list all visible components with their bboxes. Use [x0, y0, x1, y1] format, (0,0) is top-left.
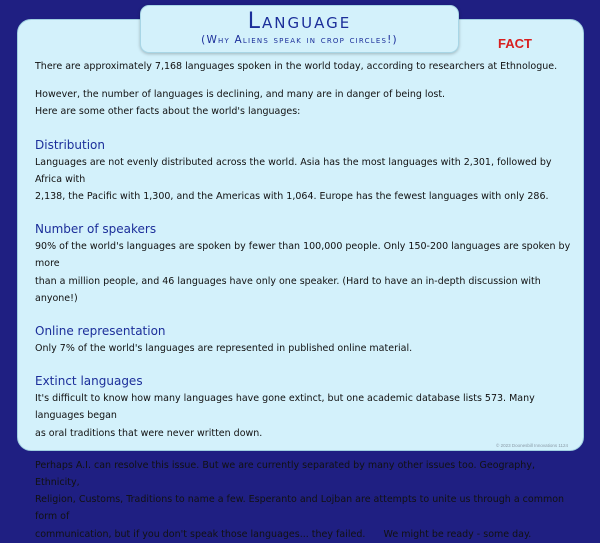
section-text: 90% of the world's languages are spoken by fewer than 100,000 people. Only 150-200 languages are spoken by more [35, 241, 571, 270]
section-heading-online-representation: Online representation [35, 324, 166, 339]
fact-badge: FACT [498, 36, 532, 51]
section-heading-distribution: Distribution [35, 137, 106, 152]
section-text: Languages are not evenly distributed across the world. Asia has the most languages with 2,301, followed by Africa with [35, 156, 552, 185]
intro-line-2: However, the number of languages is declining, and many are in danger of being lost. [35, 89, 446, 101]
closing-line-3: communication, but if you don't speak those languages... they failed. We might be ready - some day. [35, 528, 532, 540]
section-text: Only 7% of the world's languages are represented in published online material. [35, 343, 413, 355]
section-text: 2,138, the Pacific with 1,300, and the Americas with 1,064. Europe has the fewest languages with only 286. [35, 191, 549, 203]
copyright-notice: © 2023 Doonesbill Innovations 1124 [496, 443, 569, 448]
page-title: Language [247, 9, 352, 34]
section-text: as oral traditions that were never written down. [35, 427, 263, 439]
section-text: It's difficult to know how many languages have gone extinct, but one academic database lists 573. Many languages began [35, 393, 535, 422]
closing-line-2: Religion, Customs, Traditions to name a few. Esperanto and Lojban are attempts to unite us through a common form of [35, 494, 565, 523]
section-heading-extinct-languages: Extinct languages [35, 374, 143, 389]
section-heading-number-of-speakers: Number of speakers [35, 222, 157, 237]
intro-line-3: Here are some other facts about the world's languages: [35, 106, 301, 118]
article-body [35, 58, 575, 543]
page-subtitle: (Why Aliens speak in crop circles!) [201, 34, 398, 46]
closing-line-1: Perhaps A.I. can resolve this issue. But we are currently separated by many other issues too. Geography, Ethnicity, [35, 459, 535, 489]
title-box [140, 5, 459, 53]
intro-line-1: There are approximately 7,168 languages spoken in the world today, according to researchers at Ethnologue. [35, 61, 558, 72]
section-text: than a million people, and 46 languages have only one speaker. (Hard to have an in-depth discussion with anyone!) [35, 275, 541, 304]
